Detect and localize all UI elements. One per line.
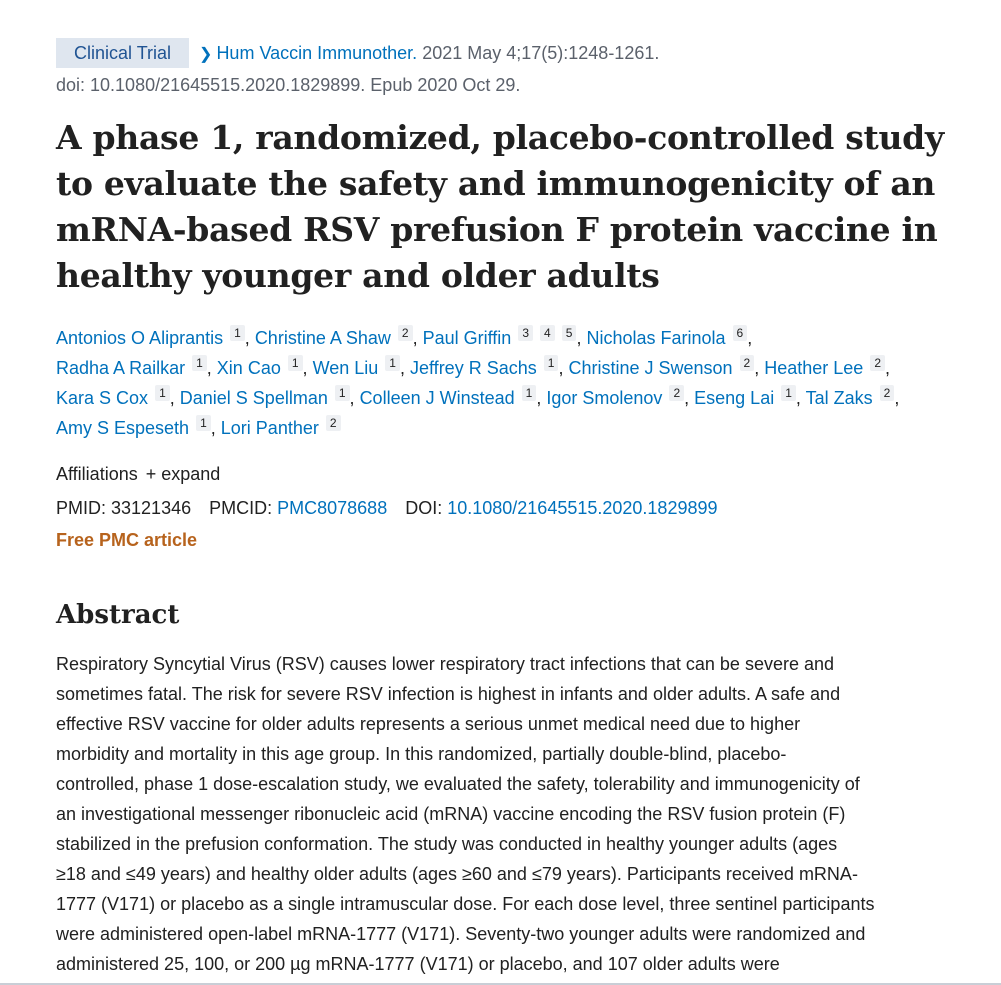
author-item: Antonios O Aliprantis 1 , [56,326,255,348]
affiliation-number[interactable]: 2 [398,325,413,341]
affiliation-number[interactable]: 2 [870,355,885,371]
author-link[interactable]: Wen Liu [312,358,379,378]
author-link[interactable]: Jeffrey R Sachs [410,358,537,378]
affiliation-number[interactable]: 1 [544,355,559,371]
pmcid-label: PMCID: [209,498,278,518]
author-item: Paul Griffin 3 4 5 , [422,326,587,348]
affiliation-number[interactable]: 2 [326,415,341,431]
author-item: Daniel S Spellman 1 , [179,386,360,408]
affiliation-number[interactable]: 1 [385,355,400,371]
author-item: Tal Zaks 2 , [805,386,900,408]
pmid-label: PMID: [56,498,112,518]
author-item: Xin Cao 1 , [216,356,313,378]
author-item: Christine A Shaw 2 , [254,326,423,348]
author-link[interactable]: Lori Panther [220,418,319,438]
author-link[interactable]: Paul Griffin [422,328,512,348]
author-item: Wen Liu 1 , [312,356,410,378]
doi-label: DOI: [405,498,448,518]
abstract-line: Respiratory Syncytial Virus (RSV) causes lower respiratory tract infections that can be severe and [56,654,834,674]
affiliations-expand-button[interactable]: + expand [145,464,221,484]
affiliation-number[interactable]: 5 [562,325,577,341]
abstract-line: administered 25, 100, or 200 µg mRNA-1777 (V171) or placebo, and 107 older adults were [56,954,780,974]
chevron-right-icon: ❯ [199,46,213,63]
affiliation-number[interactable]: 1 [192,355,207,371]
affiliation-number[interactable]: 1 [196,415,211,431]
affiliation-number[interactable]: 1 [230,325,245,341]
author-link[interactable]: Christine A Shaw [254,328,391,348]
abstract-line: ≥18 and ≤49 years) and healthy older adults (ages ≥60 and ≤79 years). Participants received mRNA- [56,864,858,884]
affiliation-number[interactable]: 2 [669,385,684,401]
affiliation-number[interactable]: 6 [733,325,748,341]
journal-link[interactable]: Hum Vaccin Immunother. [216,43,418,63]
abstract-line: morbidity and mortality in this age group. In this randomized, partially double-blind, placebo- [56,744,787,764]
affiliation-number[interactable]: 1 [288,355,303,371]
pmid-value: 33121346 [111,498,192,518]
doi-epub-line: doi: 10.1080/21645515.2020.1829899. Epub 2020 Oct 29. [56,75,521,95]
author-link[interactable]: Heather Lee [764,358,864,378]
author-link[interactable]: Igor Smolenov [546,388,663,408]
citation-details: 2021 May 4;17(5):1248-1261. [417,43,660,63]
author-link[interactable]: Nicholas Farinola [586,328,726,348]
abstract-line: stabilized in the prefusion conformation. The study was conducted in healthy younger adults (ages [56,834,838,854]
affiliation-number[interactable]: 2 [740,355,755,371]
author-item: Igor Smolenov 2 , [546,386,695,408]
abstract-line: sometimes fatal. The risk for severe RSV infection is highest in infants and older adults. A safe and [56,684,841,704]
pmcid-link[interactable]: PMC8078688 [277,498,388,518]
author-link[interactable]: Colleen J Winstead [359,388,515,408]
abstract-line: controlled, phase 1 dose-escalation study, we evaluated the safety, tolerability and immunogenicity of [56,774,860,794]
affiliation-number[interactable]: 1 [155,385,170,401]
author-item: Jeffrey R Sachs 1 , [410,356,569,378]
publication-type-badge: Clinical Trial [56,38,189,68]
author-item: Radha A Railkar 1 , [56,356,217,378]
author-item: Kara S Cox 1 , [56,386,180,408]
author-item: Christine J Swenson 2 , [568,356,765,378]
author-link[interactable]: Kara S Cox [56,388,149,408]
authors-list [56,323,966,443]
abstract-line: effective RSV vaccine for older adults represents a serious unmet medical need due to higher [56,714,801,734]
affiliation-number[interactable]: 3 [518,325,533,341]
author-item [221,418,341,438]
affiliations-row [56,459,966,489]
identifiers-row [56,493,966,523]
author-link[interactable]: Daniel S Spellman [179,388,328,408]
abstract-heading: Abstract [56,600,180,630]
abstract-line: 1777 (V171) or placebo as a single intramuscular dose. For each dose level, three sentinel participants [56,894,875,914]
free-pmc-article-label: Free PMC article [56,530,198,550]
author-item: Colleen J Winstead 1 , [359,386,547,408]
author-item: Heather Lee 2 , [764,356,891,378]
doi-link[interactable]: 10.1080/21645515.2020.1829899 [447,498,718,518]
article-title: A phase 1, randomized, placebo-controlled study to evaluate the safety and immunogenicity of an mRNA-based RSV prefusion F protein vaccine in healthy younger and older adults [56,118,944,295]
abstract-line: an investigational messenger ribonucleic acid (mRNA) vaccine encoding the RSV fusion protein (F) [56,804,846,824]
affiliation-number[interactable]: 1 [522,385,537,401]
author-link[interactable]: Radha A Railkar [56,358,186,378]
affiliation-number[interactable]: 1 [335,385,350,401]
author-link[interactable]: Xin Cao [216,358,281,378]
abstract-line: were administered open-label mRNA-1777 (V171). Seventy-two younger adults were randomized and [56,924,866,944]
author-link[interactable]: Tal Zaks [805,388,873,408]
citation-line [56,38,966,70]
affiliation-number[interactable]: 1 [781,385,796,401]
affiliation-number[interactable]: 2 [880,385,895,401]
author-link[interactable]: Eseng Lai [694,388,775,408]
author-item: Amy S Espeseth 1 , [56,416,221,438]
author-link[interactable]: Amy S Espeseth [56,418,190,438]
article-header [56,38,966,979]
author-item: Nicholas Farinola 6 , [586,326,753,348]
affiliations-label: Affiliations [56,464,138,484]
author-link[interactable]: Antonios O Aliprantis [56,328,224,348]
author-link[interactable]: Christine J Swenson [568,358,733,378]
abstract-text [56,649,976,979]
author-item: Eseng Lai 1 , [694,386,806,408]
affiliation-number[interactable]: 4 [540,325,555,341]
